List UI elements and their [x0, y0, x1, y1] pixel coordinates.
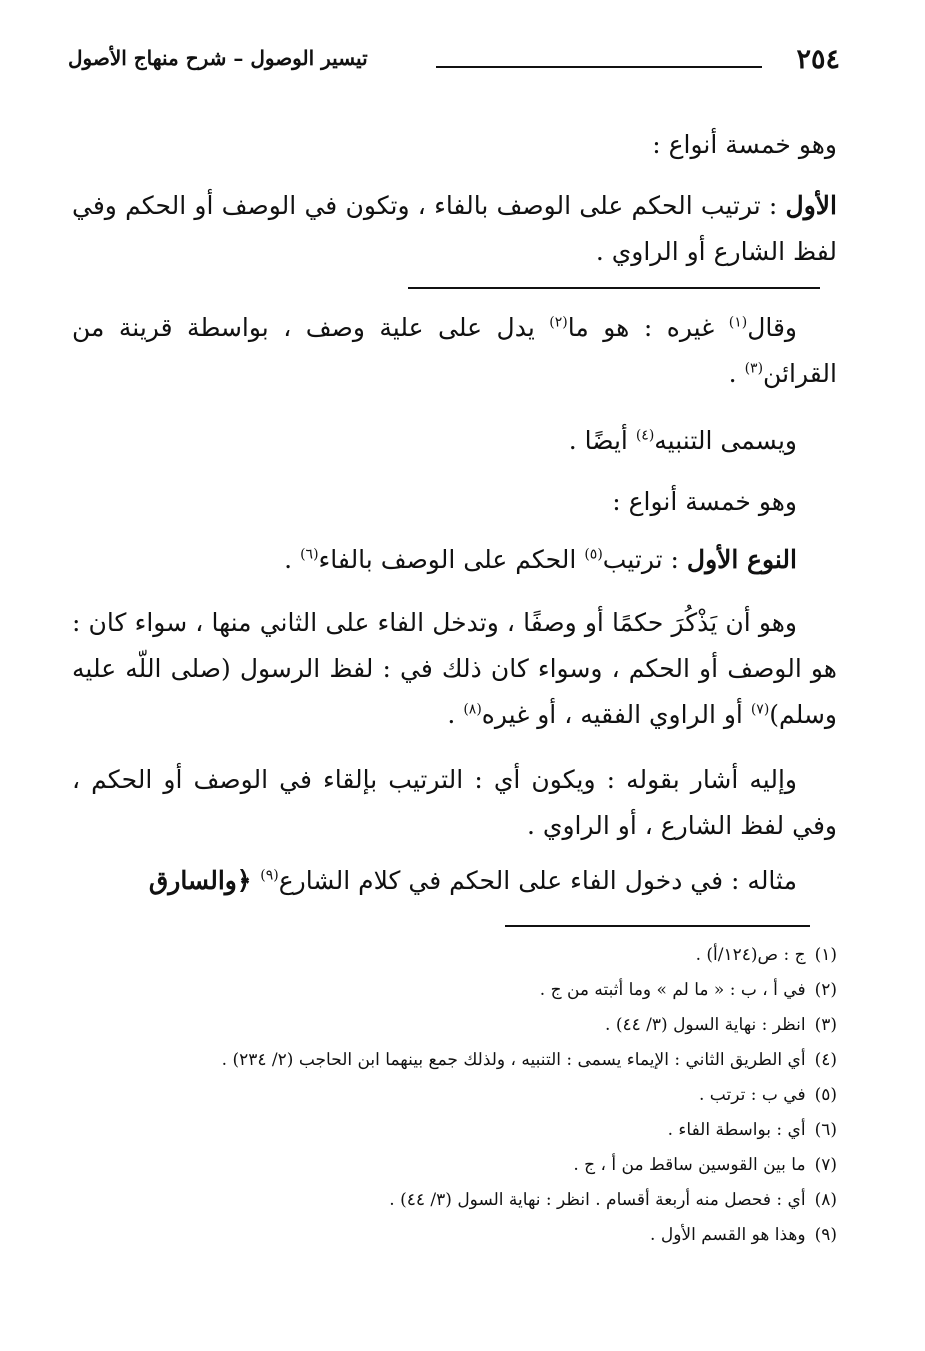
top-intro: [652, 122, 837, 168]
header-rule: [436, 66, 762, 68]
footnote-9: [77, 1218, 837, 1253]
p2-text-b: أيضًا .: [568, 426, 636, 455]
footnote-8: [77, 1183, 837, 1218]
running-title: تيسير الوصول – شرح منهاج الأصول: [68, 46, 368, 70]
footnote-number: (٥): [814, 1085, 837, 1105]
p1-text-a: وقال: [747, 313, 797, 342]
p4-text-a: : ترتيب: [602, 545, 687, 574]
p1-text-c: يدل على علية وصف ، بواسطة قرينة من القرائن: [72, 313, 837, 388]
p6-text: وإليه أشار بقوله : ويكون أي : الترتيب بإلقاء في الوصف أو الحكم ، وفي لفظ الشارع ، أو الراوي .: [72, 765, 837, 840]
first-text: : ترتيب الحكم على الوصف بالفاء ، وتكون في الوصف أو الحكم وفي لفظ الشارع أو الراوي .: [72, 191, 837, 266]
footnote-ref-9: (٩): [260, 867, 279, 884]
footnote-number: (٨): [814, 1190, 837, 1210]
footnote-text: في أ ، ب : « ما لم » وما أثبته من ج .: [539, 980, 806, 1000]
top-intro-text: وهو خمسة أنواع :: [652, 130, 837, 159]
footnote-ref-1: (١): [728, 314, 748, 331]
footnote-number: (٦): [814, 1120, 837, 1140]
footnote-text: في ب : ترتب .: [699, 1085, 806, 1105]
footnote-ref-4: (٤): [635, 427, 655, 444]
footnote-text: أي : فحصل منه أربعة أقسام . انظر : نهاية السول (٣/ ٤٤) .: [389, 1190, 806, 1210]
footnote-ref-8: (٨): [463, 701, 482, 718]
top-first-kind: [72, 183, 837, 275]
footnote-text: ج : ص(١٢٤/أ) .: [695, 945, 806, 965]
p4-text-c: .: [284, 545, 301, 574]
first-label: الأول: [785, 191, 837, 220]
paragraph-1: [72, 305, 837, 397]
p3-text: وهو خمسة أنواع :: [612, 487, 797, 516]
footnotes: [77, 938, 837, 1253]
paragraph-4: [284, 537, 797, 583]
footnote-text: أي : بواسطة الفاء .: [667, 1120, 806, 1140]
footnote-number: (٢): [814, 980, 837, 1000]
footnote-ref-6: (٦): [300, 546, 319, 563]
first-kind-label: النوع الأول: [686, 545, 797, 574]
footnote-number: (١): [814, 945, 837, 965]
footnote-number: (٧): [814, 1155, 837, 1175]
footnote-4: [77, 1043, 837, 1078]
footnote-number: (٣): [814, 1015, 837, 1035]
paragraph-2: [569, 418, 797, 464]
page-number: ٢٥٤: [796, 44, 840, 75]
p1-text-b: غيره : هو ما: [567, 313, 729, 342]
paragraph-5: [72, 600, 837, 738]
p5-text-c: .: [447, 700, 464, 729]
footnote-text: أي الطريق الثاني : الإيماء يسمى : التنبيه ، ولذلك جمع بينهما ابن الحاجب (٢/ ٢٣٤) .: [221, 1050, 806, 1070]
footnote-ref-5: (٥): [584, 546, 603, 563]
paragraph-3: [612, 479, 797, 525]
section-divider: [408, 287, 820, 289]
p7-text-b: ﴿والسارق: [148, 866, 261, 895]
footnote-number: (٤): [814, 1050, 837, 1070]
footnote-ref-7: (٧): [750, 701, 770, 718]
footnote-1: [77, 938, 837, 973]
p7-text-a: مثاله : في دخول الفاء على الحكم في كلام الشارع: [278, 866, 797, 895]
footnote-ref-3: (٣): [744, 360, 764, 377]
footnote-5: [77, 1078, 837, 1113]
footnote-divider: [505, 925, 810, 927]
footnote-2: [77, 973, 837, 1008]
footnote-7: [77, 1148, 837, 1183]
paragraph-7: [72, 858, 837, 904]
footnote-number: (٩): [814, 1225, 837, 1245]
p1-text-d: .: [728, 359, 745, 388]
p4-text-b: الحكم على الوصف بالفاء: [318, 545, 585, 574]
p5-text-b: أو الراوي الفقيه ، أو غيره: [481, 700, 751, 729]
footnote-text: وهذا هو القسم الأول .: [650, 1225, 806, 1245]
footnote-3: [77, 1008, 837, 1043]
footnote-text: انظر : نهاية السول (٣/ ٤٤) .: [605, 1015, 806, 1035]
p5-text-a: وهو أن يَذْكُرَ حكمًا أو وصفًا ، وتدخل الفاء على الثاني منها ، سواء كان : هو الوصف أو الحكم ، وسواء كان ذلك في : لفظ الرسول (صلى اللّه عليه وسلم): [72, 608, 837, 729]
footnote-6: [77, 1113, 837, 1148]
page-header: [60, 44, 840, 84]
p2-text-a: ويسمى التنبيه: [654, 426, 797, 455]
paragraph-6: [72, 757, 837, 849]
footnote-ref-2: (٢): [549, 314, 568, 331]
footnote-text: ما بين القوسين ساقط من أ ، ج .: [573, 1155, 806, 1175]
